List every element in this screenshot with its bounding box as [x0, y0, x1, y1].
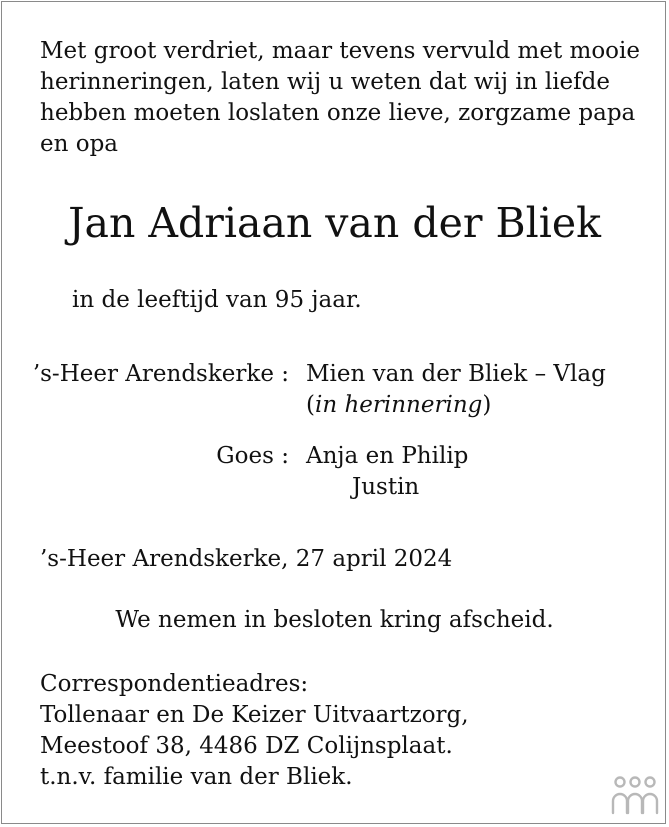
relative-entry [306, 359, 606, 421]
correspondence-line: Meestoof 38, 4486 DZ Colijnsplaat. [40, 733, 453, 759]
intro-line: Met groot verdriet, maar tevens vervuld met mooie [40, 38, 640, 64]
intro-text [40, 36, 640, 160]
memorial-note: (in herinnering) [306, 392, 492, 418]
memorial-note-text: in herinnering [314, 392, 483, 418]
intro-line: herinneringen, laten wij u weten dat wij in liefde [40, 69, 611, 95]
intro-line: en opa [40, 131, 119, 157]
deceased-name: Jan Adriaan van der Bliek [68, 199, 601, 247]
place-date-line: ’s-Heer Arendskerke, 27 april 2024 [40, 546, 453, 572]
correspondence-address [40, 669, 469, 793]
farewell-text: We nemen in besloten kring afscheid. [115, 607, 554, 633]
relative-name: Mien van der Bliek – Vlag [306, 361, 606, 387]
relative-place-label: Goes : [216, 443, 289, 469]
correspondence-line: Correspondentieadres: [40, 671, 309, 697]
age-text: in de leeftijd van 95 jaar. [72, 287, 362, 313]
relative-name: Anja en Philip [306, 443, 469, 469]
correspondence-line: Tollenaar en De Keizer Uitvaartzorg, [40, 702, 469, 728]
family-people-icon [611, 775, 659, 817]
relative-entry [306, 441, 468, 503]
correspondence-line: t.n.v. familie van der Bliek. [40, 764, 353, 790]
intro-line: hebben moeten loslaten onze lieve, zorgzame papa [40, 100, 636, 126]
relative-place-label: ’s-Heer Arendskerke : [32, 361, 289, 387]
relative-subname: Justin [352, 474, 420, 500]
